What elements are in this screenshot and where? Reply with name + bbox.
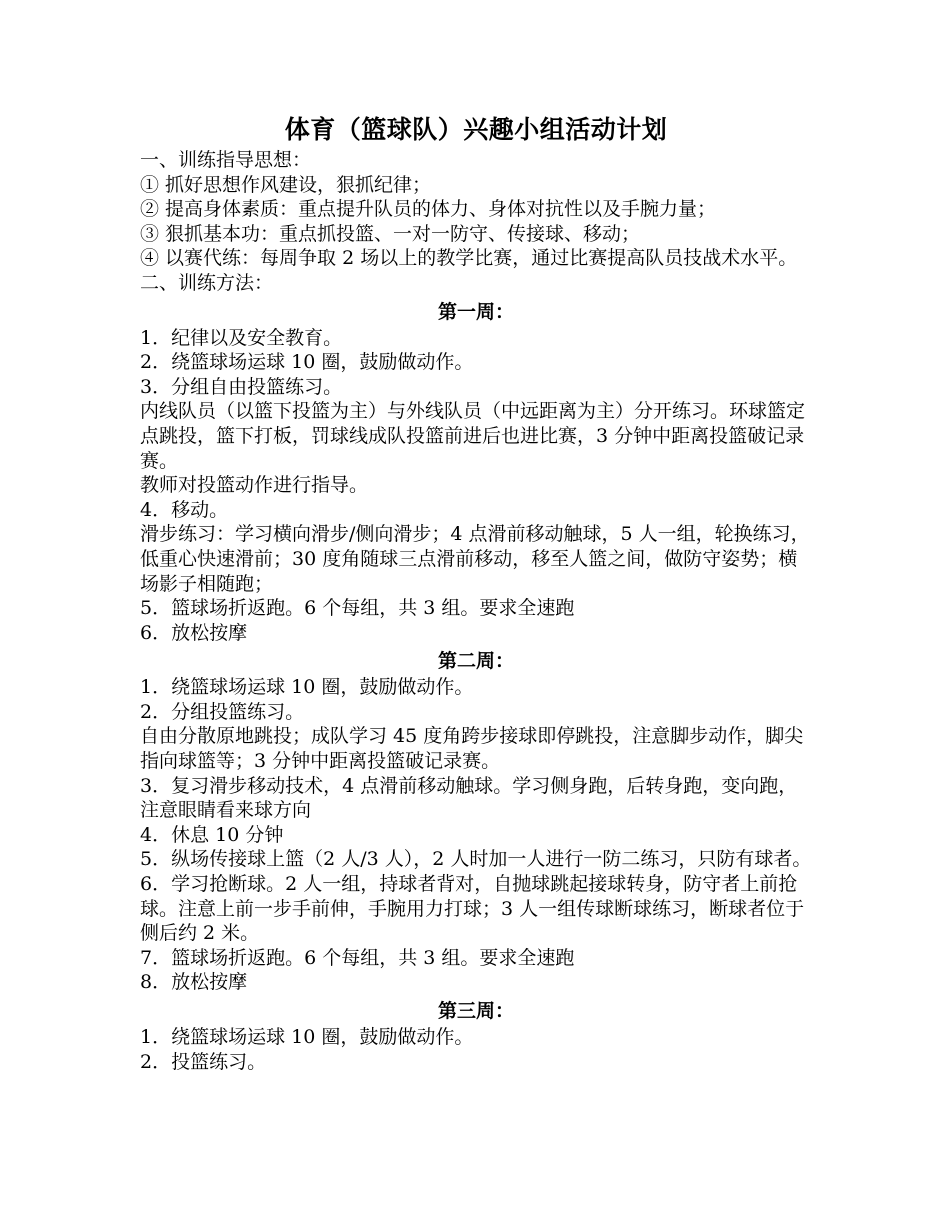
paragraph-line: 8．放松按摩	[140, 971, 248, 994]
week-heading: 第三周：	[437, 1000, 514, 1022]
paragraph-line: 2．分组投篮练习。	[140, 700, 305, 723]
document-title: 体育（篮球队）兴趣小组活动计划	[284, 115, 668, 144]
paragraph-line: 5．篮球场折返跑。6 个每组，共 3 组。要求全速跑	[140, 597, 575, 620]
paragraph-line: 1．绕篮球场运球 10 圈，鼓励做动作。	[140, 676, 474, 699]
paragraph-line: 2．绕篮球场运球 10 圈，鼓励做动作。	[140, 351, 474, 374]
paragraph-line: 一、训练指导思想：	[140, 149, 312, 171]
paragraph-line: 1．纪律以及安全教育。	[140, 326, 343, 349]
paragraph-line: 1．绕篮球场运球 10 圈，鼓励做动作。	[140, 1026, 474, 1048]
paragraph-line: 二、训练方法：	[140, 271, 274, 294]
paragraph-line: ② 提高身体素质：重点提升队员的体力、身体对抗性以及手腕力量；	[140, 198, 717, 221]
paragraph-line: ① 抓好思想作风建设，狠抓纪律；	[140, 173, 432, 196]
paragraph-line: 教师对投篮动作进行指导。	[140, 474, 369, 497]
paragraph-line: 3．复习滑步移动技术，4 点滑前移动触球。学习侧身跑，后转身跑，变向跑，注意眼睛看来球方向	[140, 774, 798, 822]
document-page	[140, 112, 812, 1074]
paragraph-line: ④ 以赛代练：每周争取 2 场以上的教学比赛，通过比赛提高队员技战术水平。	[140, 247, 798, 270]
document-body	[140, 148, 812, 1074]
paragraph-line: 滑步练习：学习横向滑步/侧向滑步；4 点滑前移动触球，5 人一组，轮换练习，低重心快速滑前；30 度角随球三点滑前移动，移至人篮之间，做防守姿势；横场影子相随跑；	[140, 523, 810, 595]
paragraph-line: 4．休息 10 分钟	[140, 823, 284, 846]
paragraph-line: 自由分散原地跳投；成队学习 45 度角跨步接球即停跳投，注意脚步动作，脚尖指向球篮等；3 分钟中距离投篮破记录赛。	[140, 725, 804, 773]
paragraph-line: 4．移动。	[140, 498, 229, 521]
week-heading: 第一周：	[437, 300, 514, 323]
paragraph-line: 2．投篮练习。	[140, 1050, 267, 1073]
paragraph-line: 6．放松按摩	[140, 621, 248, 644]
paragraph-line: 3．分组自由投篮练习。	[140, 375, 343, 398]
paragraph-line: ③ 狠抓基本功：重点抓投篮、一对一防守、传接球、移动；	[140, 222, 641, 245]
paragraph-line: 6．学习抢断球。2 人一组，持球者背对，自抛球跳起接球转身，防守者上前抢球。注意上前一步手前伸，手腕用力打球；3 人一组传球断球练习，断球者位于侧后约 2 米。	[140, 873, 805, 945]
paragraph-line: 5．纵场传接球上篮（2 人/3 人），2 人时加一人进行一防二练习，只防有球者。	[140, 848, 812, 871]
paragraph-line: 7．篮球场折返跑。6 个每组，共 3 组。要求全速跑	[140, 946, 575, 969]
week-heading: 第二周：	[437, 650, 514, 673]
paragraph-line: 内线队员（以篮下投篮为主）与外线队员（中远距离为主）分开练习。环球篮定点跳投，篮下打板，罚球线成队投篮前进后也进比赛，3 分钟中距离投篮破记录赛。	[140, 400, 806, 472]
